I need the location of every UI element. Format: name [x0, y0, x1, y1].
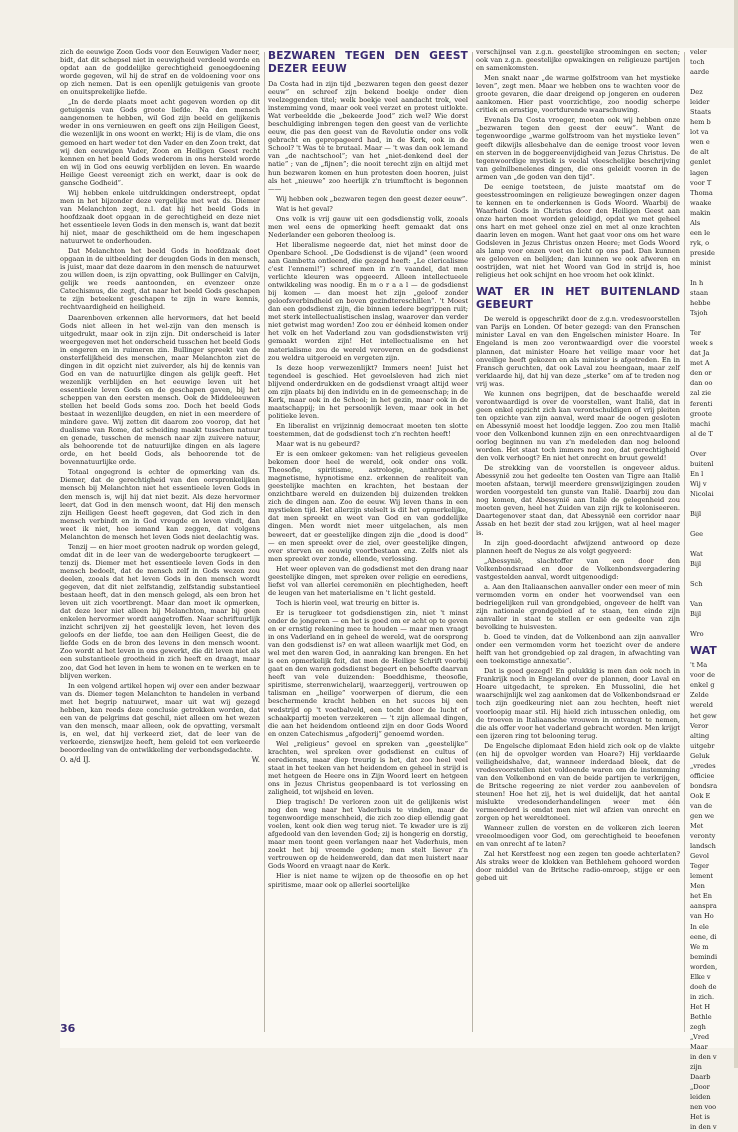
fragment: Als	[690, 218, 701, 227]
fragment: lot va	[690, 128, 709, 137]
fragment: Wij v	[690, 479, 707, 488]
column-2-article	[268, 48, 468, 1038]
fragment: Sch	[690, 580, 703, 589]
paragraph: Wat is het geval?	[276, 204, 333, 213]
fragment: dat Ja	[690, 349, 710, 358]
col4-top-block	[690, 48, 738, 76]
signature-author: W.	[251, 756, 260, 765]
fragment: ferenti	[690, 399, 713, 408]
paragraph: Wij hebben ook „bezwaren tegen den geest dezer eeuw”.	[276, 194, 468, 203]
column-rule	[684, 52, 685, 1032]
fragment: veler	[690, 48, 707, 56]
paragraph: In zijn goed-doordacht afwijzend antwoord op deze plannen heeft de Negus ze als volgt gegyeerd:	[476, 538, 680, 555]
paragraph: Da Costa had in zijn tijd „bezwaren tegen den geest dezer eeuw” en schreef zijn bekend boekje onder dien veelzeggenden titel; welk boekje veel aandacht trok, veel instemming vond, maar ook veel verzet en protest uitlokte. Wat verbeeldde die „bekeerde Jood” zich wel? Wie dorst beschuldiging inbrengen tegen den geest van de verlichte eeuw, die pas den geest van de Revolutie onder ons volk gebracht en gepropageerd had, in de Kerk, ook in de School? 't Was tè te brutaal. Maar — 't was dan ook lemand van „de nachtschool”; van het „niet-denkend deel der natie” ; van de „fijnen”; die nooit terecht zijn en altijd met hun bezwaren komen en hun protesten doen hooren, juist als het „nieuwe” zoo heerlijk z'n triumftocht is begonnen ——	[268, 80, 468, 193]
fragment: landsch	[690, 842, 716, 851]
fragment: Van	[690, 600, 703, 609]
fragment: bemindi	[690, 952, 718, 961]
col4-single-items	[690, 510, 738, 638]
fragment: En l	[690, 469, 704, 478]
fragment: doeh de	[690, 982, 717, 991]
fragment: machi	[690, 419, 711, 428]
paragraph: Hier is niet name te wijzen op de theosofie en op het spiritisme, maar ook op allerlei soortelijke	[268, 872, 468, 889]
page-edge-shadow	[734, 0, 738, 1068]
fragment: leider	[690, 98, 710, 107]
fragment: met A	[690, 359, 710, 368]
fragment: leiden	[690, 1093, 711, 1102]
fragment: Maar	[690, 1043, 708, 1052]
fragment: Over	[690, 449, 707, 458]
fragment: Men	[690, 882, 705, 891]
fragment: minist	[690, 258, 711, 267]
fragment: genlet	[690, 158, 712, 167]
column-rule	[264, 52, 265, 1032]
fragment: veronty	[690, 832, 716, 841]
page-number: 36	[60, 1022, 76, 1035]
fragment: Staats	[690, 108, 712, 117]
fragment: Gevol	[690, 852, 709, 861]
fragment: eene, di	[690, 932, 717, 941]
fragment: Bijl	[690, 610, 702, 619]
paragraph: Er is terugkeer tot godsdienstigen zin, niet 't minst onder de jongeren — en het is goed om er acht op te geven en er ernstig rekening mee te houden — maar men vraagt in ons Vaderland en in geheel de wereld, wat de oorsprong van den godsdienst is? en wat alleen waarlijk met God, en wel met den waren God, in aanraking kan brengen. En het is een opmerkelijk feit, dat men de Heilige Schrift voorbij gaat en den waren godsdienst begeert en behoefte daarvan heeft van vele duizenden: Boeddhisme, theosofie, spiritisme, sterrenwichelarij, waarzeggerij, vertrouwen op talisman en „heilige” voorwerpen of dierum, die een beschermende kracht hebben en het succes bij een wedstrijd op 't voetbalveld, een tocht door de lucht of schaakpartij moeten verzekeren — 't zijn allemaal dingen, die aan het heidendom ontleend zijn en door Gods Woord en onzen Catechismus „afgoderij” genoemd worden.	[268, 608, 468, 738]
fragment: het gew	[690, 711, 717, 720]
paragraph: Daarenboven erkennen alle hervormers, dat het beeld Gods niet alleen in het wel-zijn van den mensch is uitgedrukt, maar ook in zijn zijn. Dit onderscheid is later weergegeven met het onderscheid tusschen het beeld Gods in engeren en in ruimeren zin. Bullinger spreekt van de onsterfelijkheid des menschen, maar Melanchton ziet de dingen in dit opzicht niet zuiverder, als hij de kennis van God en van de natuurlijke dingen als gelijk geeft. Het wezenlijk verblijden en het eeuwige leven uit het essentieele leven Gods en de geschapen gaven, bij het scheppen van den eersten mensch. Ook de Middeleeuwen stellen het beeld Gods soms zoo. Doch het beeld Gods bestaat in wezenlijke deugden, en niet in een meerdere of mindere gave. Wij zetten dit daarom zoo voorop, dat het dualisme van Rome, dat scheiding maakt tusschen natuur en genade, tusschen de mensch naar zijn zuivere natuur, als behoorende tot de natuurlijke dingen en als lagere orde, en het beeld Gods, als behoorende tot de bovennatuurlijke orde.	[60, 313, 260, 467]
fragment: een le	[690, 228, 711, 237]
paragraph: Maar wat is nu gebeurd?	[276, 440, 360, 449]
fragment: Met	[690, 822, 704, 831]
fragment: dan oo	[690, 379, 713, 388]
fragment: wereld	[690, 701, 713, 710]
fragment: Ter	[690, 329, 701, 338]
fragment: Gee	[690, 529, 704, 538]
fragment: buitenl	[690, 459, 714, 468]
fragment: Bijl	[690, 509, 702, 518]
fragment: staan	[690, 289, 709, 298]
signature-location: O. a/d IJ.	[60, 756, 91, 765]
fragment: aarde	[690, 68, 710, 77]
fragment: Nicolai	[690, 489, 714, 498]
fragment: „Door	[690, 1083, 710, 1092]
fragment: zal zie	[690, 389, 712, 398]
fragment: „vredes	[690, 761, 716, 770]
fragment: van Ho	[690, 912, 714, 921]
fragment: voor T	[690, 178, 712, 187]
fragment: in den v	[690, 1053, 717, 1062]
fragment: Tsjoh	[690, 309, 708, 318]
fragment: In h	[690, 278, 704, 287]
paragraph: „In de derde plaats moet acht gegeven worden op dit getuigenis van Gods groote liefde. Na den mensch aangenomen te hebben, wil God zijn beeld en gelijkenis weder in ons vernieuwen en geeft ons zijn Heiligen Geest, die wezenlijk in ons woont en werkt; Hij is de vlam, die ons gemoed en hart weder tot den Vader en den Zoon trekt, dat wij den eeuwigen Vader, Zoon en Heiligen Geest recht kennen en het beeld Gods wederom in ons hersteld worde en wij in God ons eeuwig verblijden en leven. En waarde Heilige Geest vereenigt zich en werkt, daar is ook de gansche Godheid”.	[60, 98, 261, 187]
paragraph: zich de eeuwige Zoon Gods voor den Eeuwigen Vader neer, bidt, dat dit schepsel niet in eeuwigheid verdeeld worde en opdat aan de goddelijke gerechtigheid genoegdoening worde gegeven, wil hij de straf en de voldoening voor ons op zich nemen. Dat is een openlijk getuigenis van groote en onuitsprekelijke liefde.	[60, 48, 260, 97]
paragraph: Is deze hoop verwezenlijkt? Immers neen! Juist het tegendeel is geschied. Het gevoelsleven had zich niet blijvend onderdrukken en de godsdienst vraagt altijd weer om zijn plaats bij den individu en in de gemeenschap; in de Kerk, maar ook in de School; in het gezin, maar ook in de maatschappij; in het persoonlijk leven, maar ook in het politieke leven.	[268, 363, 468, 420]
fragment: hem b	[690, 118, 711, 127]
paragraph: Zal het Kerstfeest nog een zegen ten goede achterlaten? Als straks weer de klokken van Bethlehem gehoord worden door middel van de Britsche radio-omroep, stijge er een gebed uit	[476, 850, 680, 883]
fragment: toch	[690, 58, 705, 67]
paragraph: We kunnen ons begrijpen, dat de beschaafde wereld verontwaardigd is over de voorstellen, want Italië, dat in geen enkel opzicht zich kan verontschuldigen of vrij pleiten ten opzichte van zijn aanval, werd maar de oogen gesloten en Abessynië moest het looddje leggen. Zoo zou men Italië voor den Volkenbond kunnen zijn en een onrechtvaardigen oorlog beginnen nu van z'n medeleden dan nog beloond worden. Het staat toch immers nog zoo, dat gerechtigheid den volk verhoogt? En niet het onrecht en bruut geweld!	[476, 389, 680, 463]
fragment: In ele	[690, 922, 709, 931]
fragment: worden,	[690, 962, 718, 971]
paragraph: a. Aan den Italiaanschen aanvaller onder een meer of min vermomden vorm en onder het voorwendsel van een bedriegelijken ruil van grondgebied, ongeveer de helft van zijn nationale grondgebied af te staan, ten einde zijn aanvaller in staat te stellen er een gedeelte van zijn bevolking te huisvesten.	[476, 582, 680, 632]
fragment: Daarb	[690, 1073, 711, 1082]
fragment: bondsra	[690, 781, 718, 790]
fragment: Ook E	[690, 791, 711, 800]
column-3-article	[476, 48, 680, 1038]
headline-buitenland: WAT ER IN HET BUITENLAND GEBEURT	[476, 285, 680, 312]
fragment: de alt	[690, 148, 709, 157]
fragment: aanspra	[690, 902, 717, 911]
fragment: Geluk	[690, 751, 710, 760]
column-rule	[472, 52, 473, 1032]
fragment: zegh	[690, 1022, 706, 1031]
paragraph: Wanneer zullen de vorsten en de volkeren zich leeren vreeolmoedigen voor God, om gerechtigheid te beoefenen en van onrecht af te laten?	[476, 824, 680, 849]
col4-para2	[690, 279, 738, 317]
paragraph: Totaal ongegrond is echter de opmerking van ds. Diemer, dat de gerechtigheid van den oorspronkelijken mensch bij Melanchton niet het essentieele leven Gods in den mensch is, wijl hij dat niet bezit. Als deze hervormer leert, dat God in den mensch woont, dat Hij den mensch zijn Heiligen Geest heeft gegeven, dat God zich in den mensch verbindt en in God vreugde en leven vindt, dan weet ik niet, hoe iemand kan zeggen, dat volgens Melanchton de mensch het leven Gods niet deelachtig was.	[60, 468, 260, 541]
fragment: officiee	[690, 771, 715, 780]
fragment: preside	[690, 248, 715, 257]
fragment: in den v	[690, 1123, 717, 1132]
fragment: „Vred	[690, 1033, 710, 1042]
headline-wat-cropped: WAT	[690, 644, 717, 658]
fragment: groote	[690, 409, 712, 418]
fragment: Veror	[690, 721, 709, 730]
fragment: voor de	[690, 671, 716, 680]
column-1-article-continuation	[60, 48, 260, 1010]
paragraph: De strekking van de voorstellen is ongeveer aldus. Abessynië zou het gedeelte ten Oosten van Tigre aan Italië moeten afstaan, terwijl meerdere grenswijzigingen zouden worden voorgesteld ten gunste van Italië. Daarbij zou dan nog komen, dat Abessynië aan Italië de gelegenheid zou moeten geven, heel het Zuiden van zijn rijk te koloniseeren. Daartegenover staat dan, dat Abessynië een corridor naar Assab en het bezit der stad zou krijgen, wat al heel mager is.	[476, 464, 680, 537]
signature-line	[60, 756, 260, 764]
headline-bezwaren: BEZWAREN TEGEN DEN GEEST DEZER EEUW	[268, 50, 468, 75]
fragment: waake	[690, 198, 712, 207]
col4-block-b	[690, 450, 738, 498]
paragraph: verschijnsel van z.g.n. geestelijke stroomingen en secten; ook van z.g.n. geestelijke opwakingen en religieuze partijen en samenkomsten.	[476, 48, 680, 73]
fragment: Elke v	[690, 972, 711, 981]
paragraph: Het liberalisme negeerde dat, niet het minst door de Openbare School. „De Godsdienst is de vijand” (een woord aan Gambetta ontleend, die gezegd heeft: „Le clericalisme c'est l'ennemi!”) schreef men in z'n vaandel, dat men verlichte kleuren was opgeeerd. Alleen intellectueele ontwikkeling was noodig. En m o r a a l — de godsdienst bij komen — dan moest het zijn „geloof zonder geloofsverbindheid en boven gezindtereschillen”. 't Moest dan een godsdienst zijn, die binnen iedere begrippen ruit; met sterk intellectualistischen inslag, waarover dan verder niet getwist mag worden! Zoo zou er éénheid komen onder het volk en het Vaderland zou van godsdienstwisten vrij gemaakt worden zijn! Het intellectualisme en het materialisme zou de wereld veroveren en de godsdienst zou weldra uitgeroeid en vergeten zijn.	[268, 240, 468, 362]
fragment: hebbe	[690, 299, 711, 308]
paragraph: Dat Melanchton het beeld Gods in hoofdzaak doet opgaan in de uitbeelding der deugden Gods in den mensch, is juist, maar dat deze daarom in den mensch de natuurwet zou willen doen, is zijn opvatting, ook Bullinger en Calvijn, gelijk we reeds aantoonden, en evenzeer onze Catechismus, die zegt, dat naar het beeld Gods geschapen te zijn beteekent geschapen te zijn in ware kennis, rechtvaardigheid en heiligheid.	[60, 247, 260, 312]
fragment: Bijl	[690, 560, 702, 569]
fragment: week s	[690, 339, 713, 348]
paragraph: Men snakt naar „de warme golfstroom van het mystieke leven”, zegt men. Maar we hebben ons te wachten voor de groote gevaren, die daar dreigend op jongeren en ouderen aankomen. Hier past voorzichtige, zoo noodig scherpe critiek en ernstige, voortdurende waarschuwing.	[476, 74, 680, 115]
paragraph: Ons volk is vrij gauw uit een godsdienstig volk, zooals men wel eens de opmerking heeft gemaakt dat ons Nederlander een geboren theoloog is.	[268, 214, 468, 239]
fragment: ryk, o	[690, 238, 710, 247]
fragment: in zich.	[690, 992, 715, 1001]
paragraph: Dat is goed gezegd! En gelukkig is men dan ook noch in Frankrijk noch in Engeland over de plannen, door Laval en Hoare uitgedacht, te spreken. En Mussolini, die het waarschijnlijk wel zag aankomen dat de Volkenbondsraad er toch zijn goedkeuring niet aan zou hechten, heeft niet voorloopig maar stil. Hij hield zich intusschen onledig, om de troeven in Italiaansche vrouwen in ontvangt te nemen, die als offer voor het vaderland gebracht worden. Men krijgt een ijzeren ring tot belooning terug.	[476, 667, 680, 740]
paragraph: „Abessynië, slachtoffer van een door den Volkenbondsraad en door de Volkenbondsvergadering vastgestelden aanval, wordt uitgenoodigd:	[476, 556, 680, 581]
fragment: enkel g	[690, 681, 715, 690]
fragment: Bethle	[690, 1012, 712, 1021]
fragment: We m	[690, 942, 709, 951]
fragment: al de T	[690, 429, 713, 438]
fragment: makin	[690, 208, 711, 217]
fragment: het En	[690, 892, 712, 901]
paragraph: Evenals Da Costa vroeger, moeten ook wij hebben onze „bezwaren tegen den geest der eeuw”. Want de tegenwoordige „warme golfstroom van het mystieke leven” geeft dikwijls allesbehalve dan de eenige troost voor leven en sterven in de boggereenvijdigheid van Jezus Christus. De tegenwoordige mystiek is veelal vleeschelijke beschrijving van gelnilbenelenes dingen, die ons geleidt vooren in de armen van „de goden van den tijd”.	[476, 116, 680, 181]
fragment: Het H	[690, 1002, 711, 1011]
fragment: nen voo	[690, 1103, 717, 1112]
fragment: alting	[690, 731, 710, 740]
paragraph: Het weer opleven van de godsdienst met den drang naar geestelijke dingen, met spreken over religie en eerediens, liefst vol van allerlei ceremoniën en plechtigheden, heeft de leugen van het materialisme en 't licht gesteld.	[268, 564, 468, 597]
paragraph: Er is een omkeer gekomen: van het religieus geveelen bekomen door heel de wereld, ook onder ons volk. Theosofie, spiritisme, astrologie, anthroposofie, magnetisme, hypnotisme enz. erkennen de realiteit van geestelijke machten en krachten, het bestaan der onzichtbare wereld en duizenden bij duizenden trekken zich de dingen aan. Zoo de eeuw. Wij leven thans in een mystieken tijd. Het allerzijn stelselt is dit het opmerkelijke, dat men spreekt en weet van God en van goddelijke dingen. Men wordt niet meer uitgelachen, als men beweert, dat er geestelijke dingen zijn die „dood is dood” — en men spreekt over de ziel, over geestelijke dingen, over sterven en eeuwig voortbestaan enz. Zelfs niet als men spreekt over zonde, ellende, verlossing.	[268, 450, 468, 563]
fragment: Het is	[690, 1113, 710, 1122]
paragraph: Tenzij — en hier moet grooten nadruk op worden gelegd, omdat dit in de leer van de wedergeboorte terugkeert — tenzij ds. Diemer met het essentieele leven Gods in den mensch bedoelt, dat de mensch zelf in Gods wezen zou deelen, zooals dat het leven Gods in den mensch wordt gegeven, dat dit niet zelfstandig, zelfstandig substantieel bestaan heeft, dat in den mensch gelegd, als een bron het leven uit zich voortbrengt. Maar dan moet ik opmerken, dat deze leer niet alleen bij Melanchton, maar bij geen enkelen hervormer wordt aangetroffen. Naar schriftuurlijk inzicht schrijven zij het geestelijk leven, het leven des geloofs en der liefde, toe aan den Heiligen Geest, die de liefde Gods en de bron des levens in den mensch woont. Zoo wordt al het leven in ons gewerkt, die dit leven niet als een substantieele grootheid in zich heeft en draagt, maar zoo, dat God het leven in hem te wonen en te werken en te blijven werken.	[60, 542, 260, 680]
column-4-cropped	[690, 48, 738, 1132]
fragment: lagen	[690, 168, 709, 177]
col4-para4	[690, 661, 738, 1131]
fragment: wen e	[690, 138, 710, 147]
fragment: zijn	[690, 1063, 702, 1072]
newspaper-page	[60, 48, 738, 1132]
fragment: lement	[690, 872, 714, 881]
fragment: Teger	[690, 862, 710, 871]
fragment: den or	[690, 369, 712, 378]
fragment: gen we	[690, 812, 715, 820]
fragment: Zelde	[690, 691, 709, 700]
paragraph: Diep tragisch! De verloren zoon uit de gelijkenis wist nog den weg naar het Vaderhuis te vinden, maar de tegenwoordige menschheid, die zich zoo diep ellendig gaat voelen, kent ook dien weg terug niet. Te kwader ure is zij afgedoold van den levenden God; zij is hongerig en dorstig, maar men toont geen verlangen naar het Vaderhuis, men zoekt het bij vreemde goden; men stelt liever z'n vertrouwen op de heidenwereld, dan dat men luistert naar Gods Woord en vraagt naar de Kerk.	[268, 798, 468, 871]
fragment: Thoma	[690, 188, 713, 197]
col4-para1	[690, 88, 738, 267]
fragment: uitgebr	[690, 741, 715, 750]
paragraph: De Engelsche diplomaat Eden hield zich ook op de vlakte (en hij de opvolger worden van Hoare?) Hij verklaarde veiligheidshalve, dat, wanneer inderdaad bleek, dat de vredesvoorstellen niet voldoende waren om de instemming van den Volkenbond en van de beide partijen te verkrijgen, de Britsche regeering ze niet verder zou aanbevelen of steunen! Hoe het zij, het is wel duidelijk, dat het aantal mislukte vredesonderhandelingen weer met één vermeerderd is omdat men niet wil afzien van onrecht en zorgen op het wereldtoneel.	[476, 741, 680, 823]
fragment: Wro	[690, 630, 704, 639]
paragraph: De wereld is opgeschrikt door de z.g.n. vredesvoorstellen van Parijs en Londen. Of beter gezegd: van den Franschen minister Laval en van den Engelschen minister Hoare. In Engeland is men zoo verontwaardigd over die voorstel plannen, dat minister Hoare het veilige maar voor het onveilige heeft gekozen en als minister is afgetreden. En in Fransch geruchten, dat ook Laval zou heengaan, maar zelf verklaarde hij, dat hij van deze „sterke” om af te treden nog vrij was.	[476, 315, 680, 388]
paragraph: En liberalist en vrijzinnig democraat moeten ten slotte toestemmen, dat de godsdienst toch z'n rechten heeft!	[268, 421, 468, 438]
col4-para3	[690, 329, 738, 438]
fragment: Wat	[690, 550, 703, 559]
paragraph: In een volgend artikel hopen wij over een ander bezwaar van ds. Diemer tegen Melanchton te handelen in verband met het begrip natuurwet, maar uit wat wij gezegd hebben, kan reeds deze conclusie getrokken worden, dat een van de pelgrims dat geschil, niet alleen om het wezen van den mensch, maar alleen, ook de opvatting, versmalt is, en wel, dat hij verkeerd ziet, dat de leer van de verkeerde, zienswijze heeft, hem geleid tot een verkeerde beoordeeling van de ontwikkeling der verbondsgedachte.	[60, 681, 260, 754]
paragraph: Wij hebben enkele uitdrukkingen onderstreept, opdat men in het bijzonder deze vergelijke met wat ds. Diemer van Melanchton zegt, n.l. dat hij het beeld Gods in hoofdzaak doet opgaan in de gerechtigheid en deze niet het essentieele leven Gods in den mensch is, want dat bezit hij niet, maar de geschiktheid om de hem ingeschapen natuurwet te onderhouden.	[60, 188, 260, 246]
paragraph: De eenige toetsteen, de juiste maatstaf om de geestesstroomingen en religieuze bewegingen onzer dagen te kennen en te onderkennen is Gods Woord. Waarbij de Waarheid Gods in Christus door den Heiligen Geest aan onze harten moet worden geleidigd, opdat we met geheel ons hart en met geheel onze ziel en met al onze krachten daarin leven en mogen. Want het gaat voor ons om het ware Godsleven in Jezus Christus onzen Heere; met Gods Woord als lamp voor onzen voet en licht op ons pad. Dan kunnen we gelooven en belijden; dan kunnen we ook afweren en oostrijden, wat niet het Woord van God in strijd is, hoe religieus het ook schijnt en hoe vroom het ook klinkt.	[476, 182, 680, 280]
fragment: Dez	[690, 88, 703, 97]
fragment: van de	[690, 801, 713, 810]
paragraph: Toch is hierin veel, wat treurig en bitter is.	[276, 598, 420, 607]
fragment: 't Ma	[690, 661, 708, 670]
paragraph: b. Goed te vinden, dat de Volkenbond aan zijn aanvaller onder een vermomden vorm het toezicht over de andere helft van het grondgebied op zal dragen, in afwachting van een toekomstige annexatie”.	[476, 633, 680, 666]
paragraph: Wel „religieus” gevoel en spreken van „geestelijke” krachten, wel spreken over godsdienst en cultus of eerediensts, maar diep treurig is het, dat zoo heel veel staat in het teeken van het heidendom en geheel in strijd is met hetgeen de Heere ons in Zijn Woord leert en hetgeen ons in Jezus Christus geopenbaard is tot verlossing en zaligheid, tot wijsheid en leven.	[268, 739, 468, 796]
